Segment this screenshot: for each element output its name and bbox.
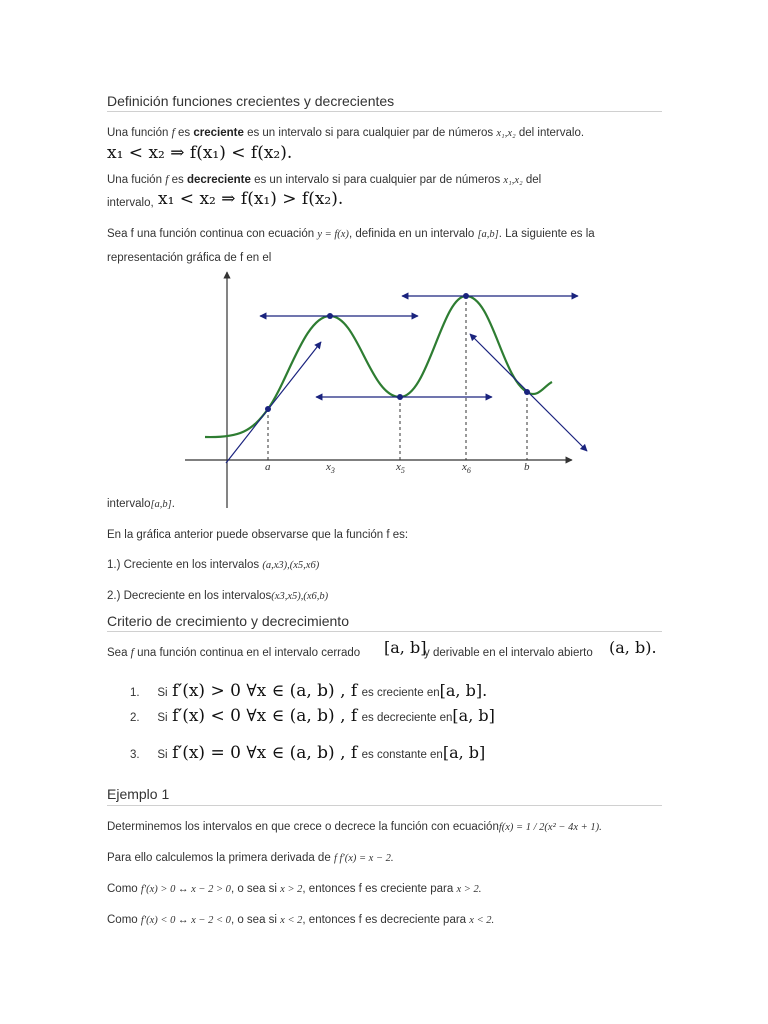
criterio-intro-2: y derivable en el intervalo abierto <box>424 647 593 659</box>
label-x5: $x_5$ <box>396 461 405 475</box>
ejemplo-p2: Para ello calculemos la primera derivada de f f′(x) = x − 2. <box>107 852 394 864</box>
function-graph <box>180 268 600 513</box>
observe-text: En la gráfica anterior puede observarse que la función f es: <box>107 529 409 541</box>
sea-line2: representación gráfica de f en el <box>107 252 272 264</box>
point-b <box>524 389 530 395</box>
section-title-definicion: Definición funciones crecientes y decrecientes <box>107 93 395 109</box>
section-title-criterio: Criterio de crecimiento y decrecimiento <box>107 613 349 629</box>
def-decreciente-line2: intervalo, <box>107 197 154 209</box>
formula-decreciente: x₁ < x₂ ⇒ f(x₁) > f(x₂). <box>158 189 344 209</box>
label-b: b <box>524 461 530 473</box>
list-item-decreciente: 2.) Decreciente en los intervalos(x3,x5),(x6,b) <box>107 590 329 602</box>
list-item: 3. Si f′(x) = 0 ∀x ∈ (a, b) , f es constante en[a, b] <box>130 743 486 763</box>
label-a: a <box>265 461 271 473</box>
point-x3 <box>327 313 333 319</box>
criterio-intro: Sea f una función continua en el intervalo cerrado <box>107 647 361 659</box>
sea-line1: Sea f una función continua con ecuación y = f(x), definida en un intervalo [a,b]. La siguiente es la <box>107 228 595 240</box>
function-curve <box>205 296 552 437</box>
ejemplo-p1: Determinemos los intervalos en que crece o decrece la función con ecuaciónf(x) = 1 / 2(x² − 4x + 1). <box>107 821 602 833</box>
section-divider <box>107 111 662 112</box>
open-interval: (a, b). <box>609 638 657 657</box>
section-title-ejemplo: Ejemplo 1 <box>107 786 170 802</box>
point-x6 <box>463 293 469 299</box>
point-a <box>265 406 271 412</box>
def-decreciente-text: Una fución f es decreciente es un intervalo si para cualquier par de números x₁,x₂ del <box>107 174 542 186</box>
closed-interval: [a, b] <box>384 638 427 657</box>
section-divider <box>107 805 662 806</box>
formula-creciente: x₁ < x₂ ⇒ f(x₁) < f(x₂). <box>107 143 293 163</box>
list-item: 1. Si f′(x) > 0 ∀x ∈ (a, b) , f es creciente en[a, b]. <box>130 681 488 701</box>
label-x6: $x_6$ <box>462 461 471 475</box>
list-item-creciente: 1.) Creciente en los intervalos (a,x3),(x5,x6) <box>107 559 320 571</box>
ejemplo-p4: Como f′(x) < 0 ↔ x − 2 < 0, o sea si x < 2, entonces f es decreciente para x < 2. <box>107 914 495 926</box>
point-x5 <box>397 394 403 400</box>
section-divider <box>107 631 662 632</box>
label-x3: $x_3$ <box>326 461 335 475</box>
list-item: 2. Si f′(x) < 0 ∀x ∈ (a, b) , f es decreciente en[a, b] <box>130 706 495 726</box>
ejemplo-p3: Como f′(x) > 0 ↔ x − 2 > 0, o sea si x > 2, entonces f es creciente para x > 2. <box>107 883 482 895</box>
tangent-a <box>226 342 321 463</box>
intervalo-line: intervalo[a,b]. <box>107 498 175 510</box>
def-creciente-text: Una función f es creciente es un intervalo si para cualquier par de números x₁,x₂ del intervalo. <box>107 127 585 139</box>
